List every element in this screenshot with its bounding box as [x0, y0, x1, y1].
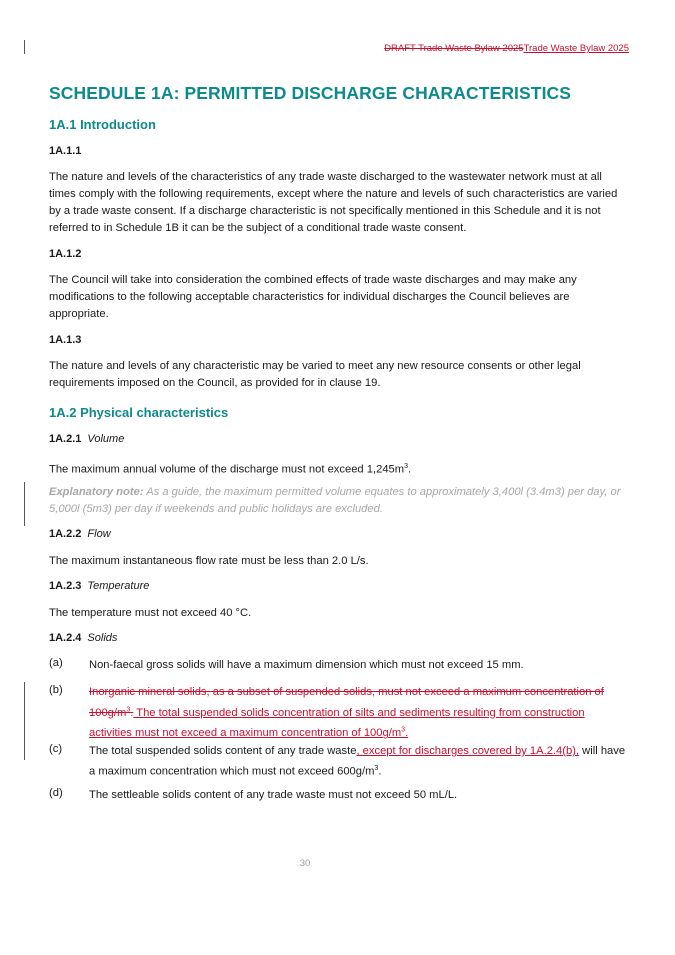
temperature-text: The temperature must not exceed 40 °C.	[49, 607, 252, 619]
section-heading-physical: 1A.2 Physical characteristics	[49, 405, 229, 420]
clause-text: The nature and levels of the characteristics of any trade waste discharged to the wastewater network must at all times comply with the following requirements, except where the nature and levels of such characteristics are varied by a trade waste consent. If a discharge characteristic is not specifically mentioned in this Schedule and it is not referred to in Schedule 1B it can be the subject of a conditional trade waste consent.	[49, 171, 618, 234]
list-item-label: (b)	[49, 684, 63, 696]
list-item-label: (d)	[49, 787, 63, 799]
clause-text: The Council will take into consideration the combined effects of trade waste discharges and may make any modifications to the following acceptable characteristics for individual discharges the Council believes are appropriate.	[49, 274, 577, 320]
list-item-label: (c)	[49, 743, 63, 755]
list-item-text: The total suspended solids content of any trade waste, except for discharges covered by 1A.2.4(b), will have a maximum concentration which must not exceed $600g/m^3$.	[89, 745, 626, 778]
flow-text: The maximum instantaneous flow rate must be less than 2.0 L/s.	[49, 555, 369, 567]
clause-number-temperature: 1A.2.3 Temperature	[49, 580, 150, 592]
page-number: 30	[299, 858, 311, 869]
running-header	[384, 43, 629, 54]
clause-number: 1A.1.1	[49, 145, 82, 157]
header-deleted-text: DRAFT Trade Waste Bylaw 2025	[384, 43, 524, 54]
clause-number: 1A.1.3	[49, 334, 82, 346]
clause-number-volume: 1A.2.1 Volume	[49, 433, 125, 445]
schedule-title: SCHEDULE 1A: PERMITTED DISCHARGE CHARACTERISTICS	[49, 83, 572, 103]
change-bar	[24, 482, 25, 526]
explanatory-note: Explanatory note: As a guide, the maximum permitted volume equates to approximately 3,400l (3.4m3) per day, or 5,000l (5m3) per day if weekends and public holidays are excluded.	[49, 486, 621, 515]
change-bar	[24, 682, 25, 760]
volume-text: The maximum annual volume of the discharge must not exceed $1,245m^3$.	[49, 463, 412, 476]
list-item-text: The settleable solids content of any trade waste must not exceed 50 mL/L.	[89, 789, 458, 801]
inserted-text: , except for discharges covered by 1A.2.4(b),	[356, 745, 580, 757]
list-item-text	[89, 684, 629, 742]
deleted-text: Inorganic mineral solids, as a subset of suspended solids, must not exceed a maximum concentration of $100g/m^3$.	[89, 686, 604, 719]
clause-number-solids: 1A.2.4 Solids	[49, 632, 118, 644]
clause-text: The nature and levels of any characteristic may be varied to meet any new resource consents or other legal requirements imposed on the Council, as provided for in clause 19.	[49, 360, 581, 389]
list-item-text: Non-faecal gross solids will have a maximum dimension which must not exceed 15 mm.	[89, 659, 524, 671]
clause-number-flow: 1A.2.2 Flow	[49, 528, 111, 540]
list-item-label: (a)	[49, 657, 63, 669]
header-inserted-text: Trade Waste Bylaw 2025	[523, 43, 629, 54]
section-heading-introduction: 1A.1 Introduction	[49, 117, 156, 132]
change-bar	[24, 40, 25, 54]
clause-number: 1A.1.2	[49, 248, 82, 260]
inserted-text: The total suspended solids concentration of silts and sediments resulting from construction activities must not exceed a maximum concentration of $100g/m^3$.	[89, 706, 585, 740]
